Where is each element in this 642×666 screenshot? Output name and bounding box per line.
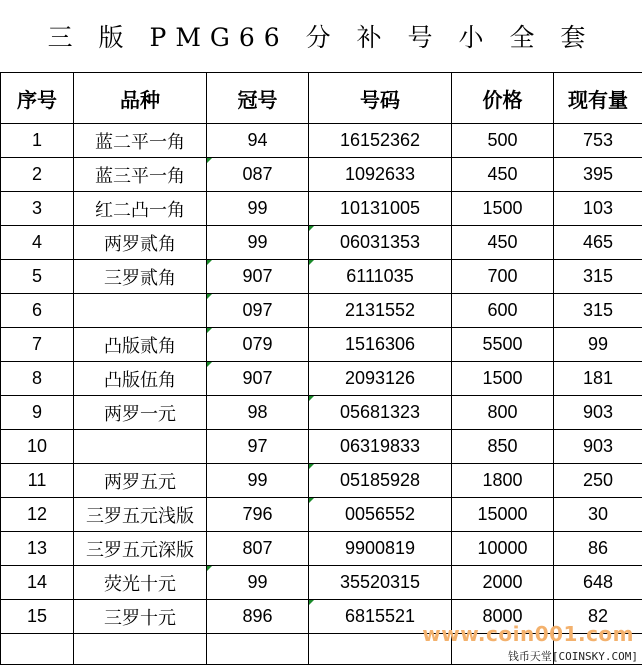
cell-stock: 753 bbox=[554, 124, 642, 158]
cell-variety: 凸版伍角 bbox=[74, 362, 207, 396]
cell-prefix: 907 bbox=[207, 260, 309, 294]
cell-stock: 315 bbox=[554, 260, 642, 294]
cell-stock: 315 bbox=[554, 294, 642, 328]
table-row bbox=[1, 226, 642, 260]
cell-price: 500 bbox=[452, 124, 554, 158]
header-price: 价格 bbox=[452, 73, 554, 124]
cell-number: 35520315 bbox=[309, 566, 452, 600]
cell-variety: 两罗一元 bbox=[74, 396, 207, 430]
cell-number: 2131552 bbox=[309, 294, 452, 328]
cell-stock: 99 bbox=[554, 328, 642, 362]
cell-seq: 3 bbox=[1, 192, 74, 226]
cell-variety: 三罗十元 bbox=[74, 600, 207, 634]
cell-prefix: 079 bbox=[207, 328, 309, 362]
cell-variety: 蓝三平一角 bbox=[74, 158, 207, 192]
table-row bbox=[1, 158, 642, 192]
cell-price: 600 bbox=[452, 294, 554, 328]
table-row bbox=[1, 124, 642, 158]
cell-number: 06319833 bbox=[309, 430, 452, 464]
cell-price: 15000 bbox=[452, 498, 554, 532]
cell-variety: 三罗五元深版 bbox=[74, 532, 207, 566]
cell-price: 450 bbox=[452, 158, 554, 192]
cell-number: 2093126 bbox=[309, 362, 452, 396]
cell-price: 700 bbox=[452, 260, 554, 294]
cell-prefix: 97 bbox=[207, 430, 309, 464]
cell-variety: 荧光十元 bbox=[74, 566, 207, 600]
cell-seq: 4 bbox=[1, 226, 74, 260]
cell-number: 1092633 bbox=[309, 158, 452, 192]
watermark-caption: 钱币天堂[COINSKY.COM] bbox=[507, 650, 638, 663]
cell-prefix: 796 bbox=[207, 498, 309, 532]
cell-seq: 10 bbox=[1, 430, 74, 464]
cell-variety: 两罗五元 bbox=[74, 464, 207, 498]
cell-variety bbox=[74, 294, 207, 328]
cell-seq: 8 bbox=[1, 362, 74, 396]
cell-seq: 1 bbox=[1, 124, 74, 158]
table-row bbox=[1, 328, 642, 362]
cell-prefix: 99 bbox=[207, 226, 309, 260]
cell-price: 8000 bbox=[452, 600, 554, 634]
cell-prefix: 98 bbox=[207, 396, 309, 430]
cell-seq: 12 bbox=[1, 498, 74, 532]
cell-seq: 7 bbox=[1, 328, 74, 362]
cell-stock: 465 bbox=[554, 226, 642, 260]
cell-seq: 6 bbox=[1, 294, 74, 328]
page-title: 三 版 PMG66 分 补 号 小 全 套 bbox=[47, 23, 595, 52]
header-seq: 序号 bbox=[1, 73, 74, 124]
cell-seq: 9 bbox=[1, 396, 74, 430]
cell-number: 06031353 bbox=[309, 226, 452, 260]
cell-prefix: 99 bbox=[207, 566, 309, 600]
cell-variety: 三罗五元浅版 bbox=[74, 498, 207, 532]
cell-stock: 181 bbox=[554, 362, 642, 396]
cell-prefix: 807 bbox=[207, 532, 309, 566]
cell-price: 2000 bbox=[452, 566, 554, 600]
cell-variety: 凸版贰角 bbox=[74, 328, 207, 362]
cell-prefix: 907 bbox=[207, 362, 309, 396]
cell-price: 1500 bbox=[452, 362, 554, 396]
cell-prefix: 99 bbox=[207, 464, 309, 498]
cell-seq: 14 bbox=[1, 566, 74, 600]
cell-stock: 648 bbox=[554, 566, 642, 600]
table-row bbox=[1, 294, 642, 328]
cell-number: 16152362 bbox=[309, 124, 452, 158]
cell-stock: 86 bbox=[554, 532, 642, 566]
cell-price: 450 bbox=[452, 226, 554, 260]
cell-number: 9900819 bbox=[309, 532, 452, 566]
cell-seq bbox=[1, 634, 74, 665]
cell-number: 0056552 bbox=[309, 498, 452, 532]
table-row bbox=[1, 430, 642, 464]
cell-stock: 395 bbox=[554, 158, 642, 192]
header-prefix: 冠号 bbox=[207, 73, 309, 124]
cell-price: 10000 bbox=[452, 532, 554, 566]
cell-variety: 红二凸一角 bbox=[74, 192, 207, 226]
watermark-url: www.coin001.com bbox=[422, 622, 634, 646]
cell-price: 1800 bbox=[452, 464, 554, 498]
cell-variety: 三罗贰角 bbox=[74, 260, 207, 294]
table-row bbox=[1, 566, 642, 600]
cell-stock: 903 bbox=[554, 430, 642, 464]
table-row bbox=[1, 532, 642, 566]
header-number: 号码 bbox=[309, 73, 452, 124]
cell-variety: 蓝二平一角 bbox=[74, 124, 207, 158]
cell-number: 6111035 bbox=[309, 260, 452, 294]
table-row bbox=[1, 498, 642, 532]
cell-price: 1500 bbox=[452, 192, 554, 226]
cell-prefix: 097 bbox=[207, 294, 309, 328]
header-stock: 现有量 bbox=[554, 73, 642, 124]
cell-number: 6815521 bbox=[309, 600, 452, 634]
table-row bbox=[1, 362, 642, 396]
cell-stock: 82 bbox=[554, 600, 642, 634]
cell-seq: 11 bbox=[1, 464, 74, 498]
cell-stock: 30 bbox=[554, 498, 642, 532]
cell-number: 05185928 bbox=[309, 464, 452, 498]
cell-stock: 903 bbox=[554, 396, 642, 430]
cell-stock: 250 bbox=[554, 464, 642, 498]
cell-variety bbox=[74, 430, 207, 464]
cell-prefix: 99 bbox=[207, 192, 309, 226]
cell-seq: 2 bbox=[1, 158, 74, 192]
cell-seq: 15 bbox=[1, 600, 74, 634]
cell-price: 800 bbox=[452, 396, 554, 430]
header-row bbox=[1, 73, 642, 124]
cell-number: 05681323 bbox=[309, 396, 452, 430]
cell-number: 1516306 bbox=[309, 328, 452, 362]
header-variety: 品种 bbox=[74, 73, 207, 124]
table-row bbox=[1, 464, 642, 498]
cell-variety bbox=[74, 634, 207, 665]
table-row bbox=[1, 396, 642, 430]
cell-price: 5500 bbox=[452, 328, 554, 362]
price-table bbox=[0, 72, 642, 665]
cell-number: 10131005 bbox=[309, 192, 452, 226]
cell-stock: 103 bbox=[554, 192, 642, 226]
cell-prefix bbox=[207, 634, 309, 665]
cell-seq: 13 bbox=[1, 532, 74, 566]
cell-price: 850 bbox=[452, 430, 554, 464]
table-row bbox=[1, 192, 642, 226]
cell-variety: 两罗贰角 bbox=[74, 226, 207, 260]
cell-prefix: 94 bbox=[207, 124, 309, 158]
cell-prefix: 087 bbox=[207, 158, 309, 192]
table-row bbox=[1, 260, 642, 294]
cell-prefix: 896 bbox=[207, 600, 309, 634]
cell-seq: 5 bbox=[1, 260, 74, 294]
